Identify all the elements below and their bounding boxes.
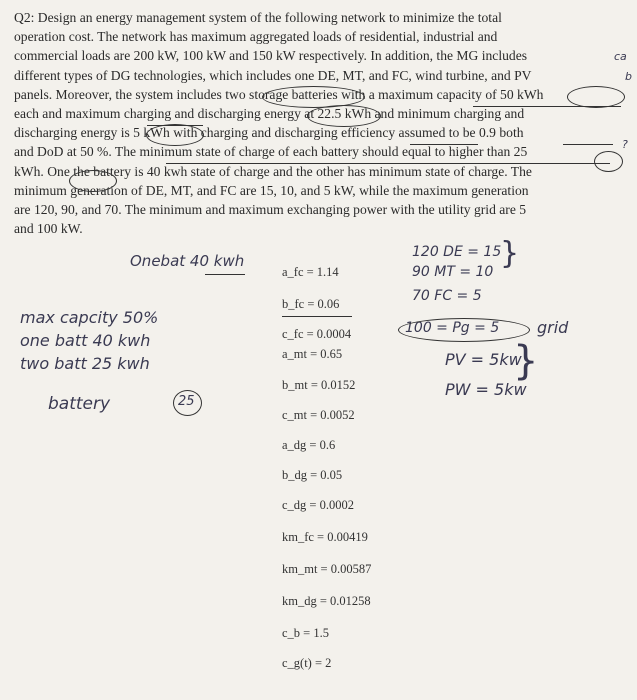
question-line: kWh. One the battery is 40 kwh state of charge and the other has minimum state of charge. The (14, 163, 532, 179)
circle-mark (173, 390, 202, 416)
circle-mark (398, 318, 530, 342)
question-line: discharging energy is 5 kWh with charging and discharging efficiency assumed to be 0.9 both (14, 125, 524, 141)
circle-mark (307, 105, 381, 127)
handwritten-note: PV = 5kw (445, 350, 522, 369)
handwritten-note: two batt 25 kwh (20, 354, 150, 373)
underline-mark (410, 144, 478, 145)
handwritten-note: 70 FC = 5 (412, 288, 482, 304)
brace-mark: } (513, 338, 539, 384)
handwritten-note: one batt 40 kwh (20, 331, 151, 350)
handwritten-note: max capcity 50% (20, 308, 159, 327)
circle-mark (146, 124, 204, 146)
question-line: Q2: Design an energy management system of the following network to minimize the total (14, 10, 502, 25)
coefficient: b_dg = 0.05 (282, 468, 343, 482)
coefficient: a_mt = 0.65 (282, 347, 343, 361)
handwritten-note: battery (48, 394, 111, 414)
question-line: and DoD at 50 %. The minimum state of charge of each battery should equal to higher than 25 (14, 144, 528, 160)
margin-note: ca (614, 50, 627, 63)
coefficient: a_dg = 0.6 (282, 438, 336, 452)
question-line: commercial loads are 200 kW, 100 kW and 150 kW respectively. In addition, the MG includes (14, 48, 528, 64)
question-line: each and maximum charging and discharging energy at 22.5 kWh and minimum charging and (14, 106, 525, 122)
question-line: and 100 kW. (14, 221, 83, 237)
handwritten-note: 100 = Pg = 5 (405, 320, 500, 336)
coefficient: b_mt = 0.0152 (282, 378, 356, 392)
question-line: panels. Moreover, the system includes two storage batteries with a maximum capacity of 50 kWh (14, 86, 544, 102)
handwritten-note: 25 (178, 394, 195, 409)
coefficient: c_g(t) = 2 (282, 656, 332, 670)
brace-mark: } (500, 236, 520, 271)
handwritten-note: Onebat 40 kwh (130, 252, 245, 270)
circle-mark (567, 86, 625, 108)
underline-mark (282, 316, 352, 317)
coefficient: c_b = 1.5 (282, 626, 329, 640)
handwritten-note: 120 DE = 15 (412, 244, 502, 260)
coefficient: km_fc = 0.00419 (282, 530, 368, 544)
coefficient: c_dg = 0.0002 (282, 498, 354, 512)
margin-note: ? (622, 138, 628, 151)
coefficient: b_fc = 0.06 (282, 297, 340, 311)
handwritten-note: PW = 5kw (445, 380, 527, 399)
margin-note: b (625, 70, 632, 83)
circle-mark (69, 170, 117, 192)
coefficient: a_fc = 1.14 (282, 265, 339, 279)
underline-mark (166, 163, 610, 164)
circle-mark (594, 151, 623, 172)
question-line: different types of DG technologies, which includes one DE, MT, and FC, wind turbine, and PV (14, 67, 532, 83)
underline-mark (473, 106, 621, 107)
coefficient: c_mt = 0.0052 (282, 408, 355, 422)
question-line: are 120, 90, and 70. The minimum and maximum exchanging power with the utility grid are 5 (14, 202, 527, 218)
coefficient: km_dg = 0.01258 (282, 594, 371, 608)
coefficient: km_mt = 0.00587 (282, 562, 372, 576)
handwritten-note: 90 MT = 10 (412, 264, 494, 280)
underline-mark (205, 274, 245, 275)
underline-mark (563, 144, 613, 145)
coefficient: c_fc = 0.0004 (282, 327, 352, 341)
handwritten-note: grid (537, 318, 569, 337)
question-line: operation cost. The network has maximum aggregated loads of residential, industrial and (14, 29, 498, 45)
question-line: minimum generation of DE, MT, and FC are 15, 10, and 5 kW, while the maximum generation (14, 182, 529, 198)
